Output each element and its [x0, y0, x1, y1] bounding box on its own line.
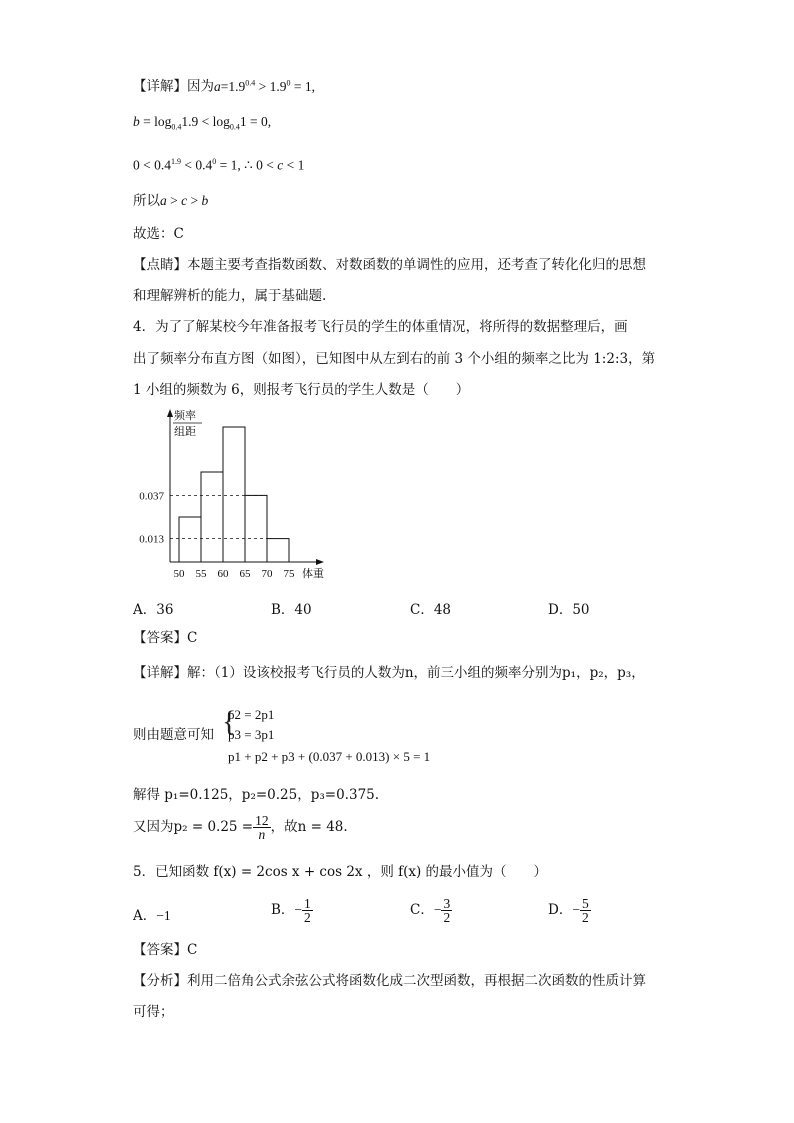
comment-line-2: 和理解辨析的能力，属于基础题. — [133, 288, 327, 304]
system-eq-1: p2 = 2p1 — [228, 707, 275, 722]
q5-option-c: C．− $\frac{3}{2}$ — [410, 896, 451, 925]
system-prefix: 则由题意可知 — [133, 727, 214, 743]
analysis-text: 利用二倍角公式余弦公式将函数化成二次型函数，再根据二次函数的性质计算 — [187, 973, 646, 989]
q5-option-a: A．−1 — [133, 908, 171, 924]
also-suffix: ，故n = 48. — [270, 819, 348, 835]
x-tick-label: 70 — [261, 568, 273, 580]
y-tick-label: 0.013 — [139, 533, 164, 546]
detail-intro: 因为 — [187, 78, 214, 95]
system-eq-2: p3 = 3p1 — [228, 727, 275, 742]
detail-tag: 【详解】 — [133, 78, 187, 95]
fraction-12-over-n: $\frac{12}{n}$ — [255, 813, 269, 842]
q3-detail-line — [133, 74, 315, 96]
q4-option-c: C．48 — [410, 602, 452, 618]
conclusion-line — [133, 192, 208, 210]
histogram-bar — [245, 495, 267, 562]
conclusion-math: a > c > b — [160, 193, 209, 208]
q4-stem-1: 4．为了了解某校今年准备报考飞行员的学生的体重情况，将所得的数据整理后，画 — [133, 319, 628, 335]
answer-value: C — [187, 630, 198, 646]
q4-option-a: A．36 — [133, 602, 174, 618]
answer-value: C — [187, 942, 198, 958]
x-tick-label: 65 — [239, 568, 251, 580]
q5-answer-line — [133, 941, 197, 959]
y-tick-label: 0.037 — [139, 490, 164, 503]
x-axis-arrow — [316, 559, 324, 565]
q4-stem-2: 出了频率分布直方图（如图），已知图中从左到右的前 3 个小组的频率之比为 1:2:3，第 — [133, 351, 656, 367]
q4-stem-3: 1 小组的频数为 6，则报考飞行员的学生人数是（ ） — [133, 382, 470, 398]
histogram-bar — [201, 472, 223, 562]
detail-text: 解：（1）设该校报考飞行员的人数为n，前三小组的频率分别为p₁，p₂，p₃， — [187, 665, 645, 681]
comment-text: 本题主要考查指数函数、对数函数的单调性的应用，还考查了转化化归的思想 — [187, 257, 646, 273]
x-tick-label: 55 — [195, 568, 207, 580]
histogram-bar — [267, 539, 289, 562]
math-c-expr: $0 < 0.4^{1.9} < 0.4^0 = 1$, ∴ 0 < c < 1 — [133, 157, 305, 173]
q5-stem: 5．已知函数 f(x) = 2cos x + cos 2x ，则 f(x) 的最小值为（ ） — [133, 864, 548, 880]
x-tick-label: 75 — [283, 568, 295, 580]
y-axis-arrow — [167, 409, 173, 417]
comment-tag: 【点睛】 — [133, 257, 187, 273]
system-eq-3: p1 + p2 + p3 + (0.037 + 0.013) × 5 = 1 — [228, 749, 431, 764]
q5-option-b: B．− $\frac{1}{2}$ — [271, 896, 311, 925]
x-tick-label: 50 — [173, 568, 185, 580]
solve-line: 解得 p₁=0.125，p₂=0.25，p₃=0.375. — [133, 787, 380, 803]
system-brace: { — [222, 705, 237, 738]
q3-answer: 故选：C — [133, 226, 184, 242]
q5-analysis-2: 可得； — [133, 1004, 174, 1020]
detail-tag: 【详解】 — [133, 665, 187, 681]
math-b-expr: $b = \log_{0.4}1.9 < \log_{0.4}1 = 0$, — [133, 114, 272, 132]
comment-line-1 — [133, 256, 646, 274]
q5-option-d: D．− $\frac{5}{2}$ — [548, 896, 589, 925]
histogram-bar — [223, 427, 245, 562]
also-prefix: 又因为p₂ = 0.25 = — [133, 819, 254, 835]
also-line — [133, 814, 348, 841]
analysis-tag: 【分析】 — [133, 973, 187, 989]
q4-option-d: D．50 — [548, 602, 590, 618]
q4-answer-line — [133, 629, 197, 647]
conclusion-prefix: 所以 — [133, 193, 160, 209]
q5-analysis-1 — [133, 972, 646, 990]
x-axis-label: 体重 — [302, 567, 324, 580]
q4-detail-line — [133, 664, 645, 682]
answer-tag: 【答案】 — [133, 630, 187, 646]
histogram-bar — [179, 517, 201, 562]
y-axis-label-numerator: 频率 — [174, 409, 196, 422]
math-a-expr: $a=1.9^{0.4} > 1.9^0 = 1$, — [214, 78, 315, 94]
q4-option-b: B．40 — [271, 602, 312, 618]
frequency-histogram — [128, 405, 338, 583]
answer-tag: 【答案】 — [133, 942, 187, 958]
x-tick-label: 60 — [217, 568, 229, 580]
y-axis-label-denominator: 组距 — [174, 425, 196, 438]
